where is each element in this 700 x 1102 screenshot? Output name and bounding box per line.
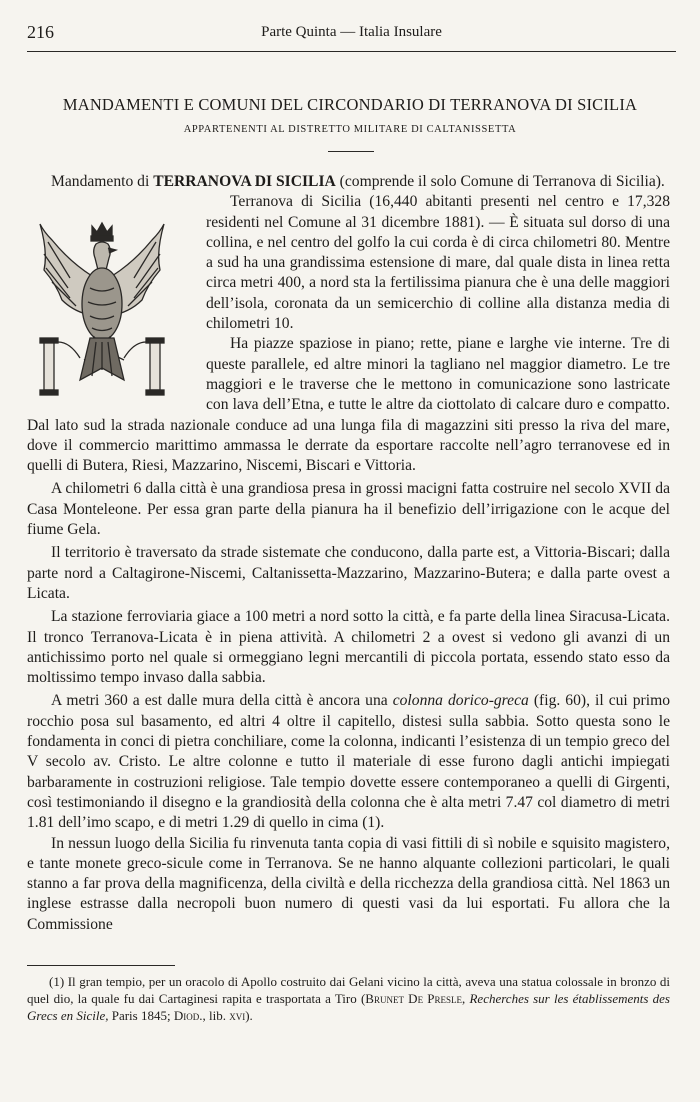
running-title: Parte Quinta — Italia Insulare — [261, 24, 442, 40]
mandamento-note: (comprende il solo Comune di Terranova di Sicilia). — [335, 173, 665, 190]
footnote-book: xvi — [229, 1008, 246, 1023]
footnote-work-title: Recherches sur les établissements des Grecs en Sicile, — [27, 991, 670, 1023]
terranova-text: Terranova di Sicilia (16,440 abitanti presenti nel centro e 17,328 residenti nel Comune al 31 dicembre 1881). — È situata sul dorso di una collina, e nel centro del golfo la cui corda è di circa chilometri 80. Mentre a sud ha una grandissima estensione di mare, dal quale dista in linea retta circa metri 400, a nord sta la fertilissima pianura che è una delle maggiori dell’isola, coronata da un semicerchio di colline alla distanza media di chilometri 10. — [206, 193, 670, 333]
footnote-lib: , lib. — [202, 1008, 230, 1023]
footnote-reference: Diod. — [173, 1008, 203, 1023]
body-text — [27, 172, 670, 935]
column-term: colonna dorico-greca — [392, 692, 529, 710]
page-number: 216 — [27, 22, 54, 42]
footnote-separator: , — [462, 991, 470, 1006]
footnote — [27, 973, 670, 1024]
footnote-close: ). — [245, 1008, 253, 1023]
paragraph-terranova — [27, 192, 670, 334]
mandamento-label: Mandamento di — [51, 173, 154, 190]
footnote-place-year: Paris 1845; — [108, 1008, 174, 1023]
title-divider — [328, 151, 374, 152]
paragraph-streets: Ha piazze spaziose in piano; rette, piane e larghe vie interne. Tre di queste parallele, ed altre minori la tagliano nel maggior diametro. Le tre maggiori e le traverse che le mettono in comunicazione sono lastricate con lava dell’Etna, e tutte le altre da ciottolato di calcare duro e compatto. Dal lato sud la strada nazionale conduce ad una lunga fila di magazzini siti presso la riva del mare, dove il commercio marittimo ammassa le derrate da esportare raccolte nell’agro terranovese ed in quelli di Butera, Riesi, Mazzarino, Niscemi, Biscari e Vittoria. — [27, 335, 670, 475]
paragraph-column — [27, 691, 670, 833]
paragraph-roads: Il territorio è traversato da strade sistemate che conducono, dalla parte est, a Vittoria-Biscari; dalla parte nord a Caltagirone-Niscemi, Caltanissetta-Mazzarino, Mazzarino-Butera; e dalla parte ovest a Licata. — [27, 544, 670, 602]
eagle-emblem-icon — [0, 192, 196, 410]
column-text-rest: (fig. 60), il cui primo rocchio posa sul basamento, ed altri 4 oltre il capitello, distesi sulla sabbia. Sotto questa sono le fondamenta in conci di pietra conchiliare, come la colonna, indicanti l’esistenza di un tempio greco del V secolo av. Cristo. Le altre colonne e tutto il materiale di esse furono dagli antichi impiegati barbaramente in costruzioni religiose. Tale tempio dovette essere contemporaneo a quelli di Girgenti, così testimoniando il disegno e la grandiosità della colonna che è alta metri 7.47 col diametro di metri 1.81 dell’imo scapo, e di metri 1.29 di quello in cima (1). — [27, 692, 671, 832]
section-subtitle: APPARTENENTI AL DISTRETTO MILITARE DI CALTANISSETTA — [183, 124, 517, 135]
header-rule — [27, 51, 676, 52]
paragraph-mandamento — [27, 172, 670, 192]
paragraph-vases: In nessun luogo della Sicilia fu rinvenuta tanta copia di vasi fittili di sì nobile e squisito magistero, e tante monete greco-sicule come in Terranova. Se ne hanno alquante collezioni particolari, le quali stanno a far prova della magnificenza, della civiltà e della ricchezza della grandiosa città. Nel 1863 un inglese estrasse dalla necropoli buon numero di questi vasi da lui esportati. Fu allora che la Commissione — [27, 834, 670, 933]
footnote-author: Brunet De Presle — [365, 991, 463, 1006]
mandamento-name: TERRANOVA DI SICILIA — [153, 173, 336, 190]
running-head — [27, 22, 676, 46]
footnote-rule — [27, 965, 175, 966]
section-title: MANDAMENTI E COMUNI DEL CIRCONDARIO DI TERRANOVA DI SICILIA — [62, 95, 638, 114]
column-text-start: A metri 360 a est dalle mura della città è ancora una — [51, 692, 393, 710]
footnote-text: (1) Il gran tempio, per un oracolo di Apollo costruito dai Gelani vicino la città, aveva una statua colossale in bronzo di quel dio, la quale fu dai Cartaginesi rapita e trasportata a Tiro ( — [27, 974, 670, 1006]
paragraph-presa: A chilometri 6 dalla città è una grandiosa presa in grossi macigni fatta costruire nel secolo XVII da Casa Monteleone. Per essa gran parte della pianura ha il benefizio dell’irrigazione con le acque del fiume Gela. — [27, 480, 670, 539]
paragraph-station: La stazione ferroviaria giace a 100 metri a nord sotto la città, e fa parte della linea Siracusa-Licata. Il tronco Terranova-Licata è in piena attività. A chilometri 2 a ovest si vedono gli avanzi di un antichissimo porto nel quale si ormeggiano legni mercantili di piccola portata, essendo stato esso da moltissimo tempo invaso dalla sabbia. — [27, 608, 670, 687]
